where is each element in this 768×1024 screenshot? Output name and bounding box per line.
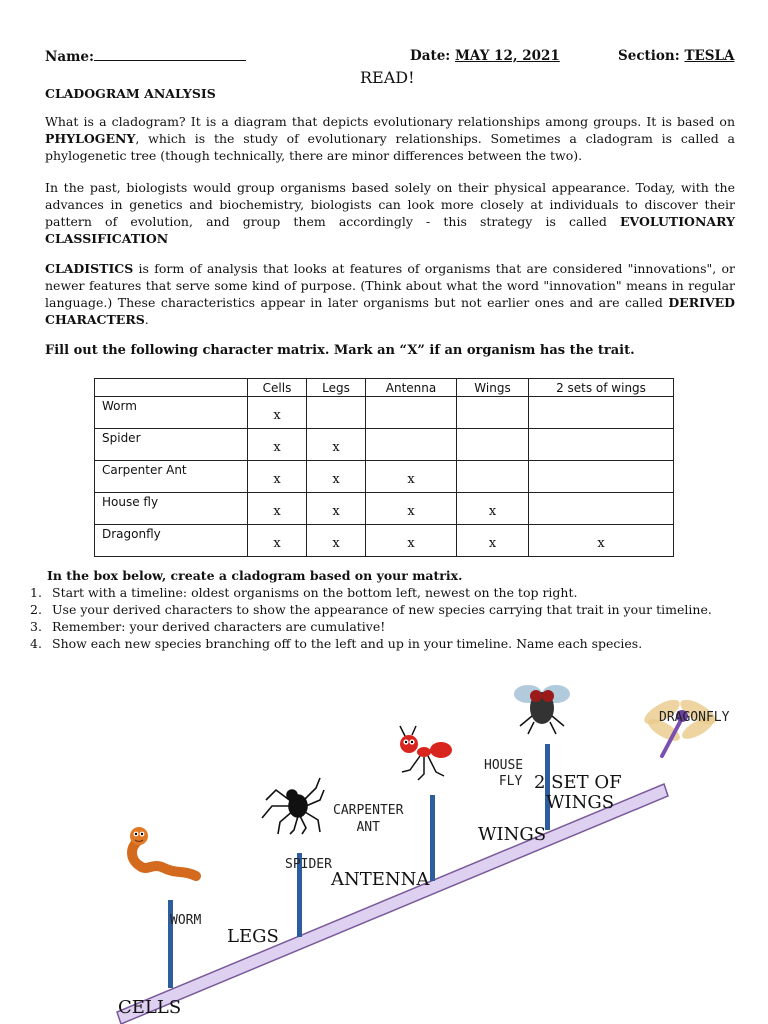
table-row [95, 493, 674, 525]
trait-cell[interactable] [366, 397, 457, 429]
list-item: 2. Use your derived characters to show the appearance of new species carrying that trait in your timeline. [30, 602, 712, 617]
matrix-header-row [95, 379, 674, 397]
table-row [95, 461, 674, 493]
page-title: CLADOGRAM ANALYSIS [45, 86, 216, 101]
date-label: Date: [410, 48, 451, 64]
trait-cell[interactable]: x [248, 525, 307, 557]
paragraph-cladogram: What is a cladogram? It is a diagram that depicts evolutionary relationships among groups. It is based on PHYLOGENY, which is the study of evolutionary relationships. Sometimes a cladogram is called a phylogenetic tree (though technically, there are minor differences between the two). [45, 114, 735, 163]
species-label-dragonfly: DRAGONFLY [659, 710, 730, 725]
trait-cell[interactable] [529, 493, 674, 525]
ant-icon [400, 726, 452, 780]
matrix-header-cells: Cells [248, 379, 307, 397]
name-blank[interactable] [94, 48, 246, 61]
name-field [45, 48, 246, 65]
organism-name: Carpenter Ant [95, 461, 248, 493]
trait-cell[interactable]: x [307, 493, 366, 525]
name-label: Name: [45, 49, 94, 65]
trait-cell[interactable]: x [366, 525, 457, 557]
trait-cell[interactable] [366, 429, 457, 461]
organism-name: Spider [95, 429, 248, 461]
trait-cell[interactable]: x [366, 461, 457, 493]
date-value: MAY 12, 2021 [454, 48, 560, 64]
matrix-header-2-sets-of-wings: 2 sets of wings [529, 379, 674, 397]
character-matrix [94, 378, 674, 557]
trait-cell[interactable] [529, 461, 674, 493]
trait-cell[interactable] [457, 397, 529, 429]
matrix-header-antenna: Antenna [366, 379, 457, 397]
trait-label-cells: CELLS [118, 997, 182, 1018]
paragraph-history: In the past, biologists would group organisms based solely on their physical appearance. Today, with the advances in genetics and biochemistry, biologists can look more closely at individuals to discover their pattern of evolution, and group them accordingly - this strategy is called EVOLUTIONARY CLASSIFICATION [45, 180, 735, 246]
trait-cell[interactable] [529, 397, 674, 429]
matrix-instruction: Fill out the following character matrix. Mark an “X” if an organism has the trait. [45, 343, 635, 358]
matrix-header-blank [95, 379, 248, 397]
trait-cell[interactable]: x [307, 429, 366, 461]
species-label-worm: WORM [170, 913, 202, 928]
trait-cell[interactable]: x [248, 461, 307, 493]
organism-name: House fly [95, 493, 248, 525]
cladogram [0, 680, 768, 1024]
branch-ant [430, 795, 435, 881]
trait-cell[interactable]: x [248, 397, 307, 429]
matrix-header-wings: Wings [457, 379, 529, 397]
list-item: 1. Start with a timeline: oldest organisms on the bottom left, newest on the top right. [30, 585, 578, 600]
section-field [618, 48, 735, 64]
trait-cell[interactable]: x [307, 461, 366, 493]
table-row [95, 429, 674, 461]
trait-cell[interactable]: x [529, 525, 674, 557]
table-row [95, 397, 674, 429]
species-label-carpenter-ant: CARPENTER ANT [333, 803, 404, 835]
section-value: TESLA [684, 48, 735, 64]
trait-label-antenna: ANTENNA [331, 869, 430, 890]
housefly-icon [514, 685, 570, 734]
species-label-house-fly: HOUSE FLY [484, 758, 524, 789]
list-item: 4. Show each new species branching off to the left and up in your timeline. Name each species. [30, 636, 643, 651]
matrix-header-legs: Legs [307, 379, 366, 397]
trait-cell[interactable] [457, 429, 529, 461]
spider-icon [262, 778, 324, 834]
species-label-spider: SPIDER [285, 857, 332, 872]
instruction-list [30, 584, 730, 652]
trait-label-2-sets-of-wings: 2 SET OF WINGS [534, 772, 622, 813]
trait-cell[interactable]: x [248, 429, 307, 461]
section-label: Section: [618, 48, 680, 64]
table-row [95, 525, 674, 557]
trait-cell[interactable] [307, 397, 366, 429]
trait-cell[interactable]: x [457, 525, 529, 557]
list-item: 3. Remember: your derived characters are cumulative! [30, 619, 386, 634]
trait-label-legs: LEGS [227, 926, 279, 947]
trait-label-wings: WINGS [478, 824, 547, 845]
read-heading: READ! [360, 68, 415, 87]
trait-cell[interactable] [457, 461, 529, 493]
organism-name: Worm [95, 397, 248, 429]
trait-cell[interactable]: x [457, 493, 529, 525]
trait-cell[interactable]: x [248, 493, 307, 525]
organism-name: Dragonfly [95, 525, 248, 557]
worm-icon [130, 827, 196, 876]
cladogram-instruction: In the box below, create a cladogram based on your matrix. [47, 568, 463, 583]
dragonfly-icon [641, 695, 720, 756]
date-field [410, 48, 560, 64]
trait-cell[interactable]: x [366, 493, 457, 525]
paragraph-cladistics: CLADISTICS is form of analysis that looks at features of organisms that are considered "innovations", or newer features that serve some kind of purpose. (Think about what the word "innovation" means in regular language.) These characteristics appear in later organisms but not earlier ones and are called DERIVED CHARACTERS. [45, 261, 735, 327]
trait-cell[interactable]: x [307, 525, 366, 557]
trait-cell[interactable] [529, 429, 674, 461]
